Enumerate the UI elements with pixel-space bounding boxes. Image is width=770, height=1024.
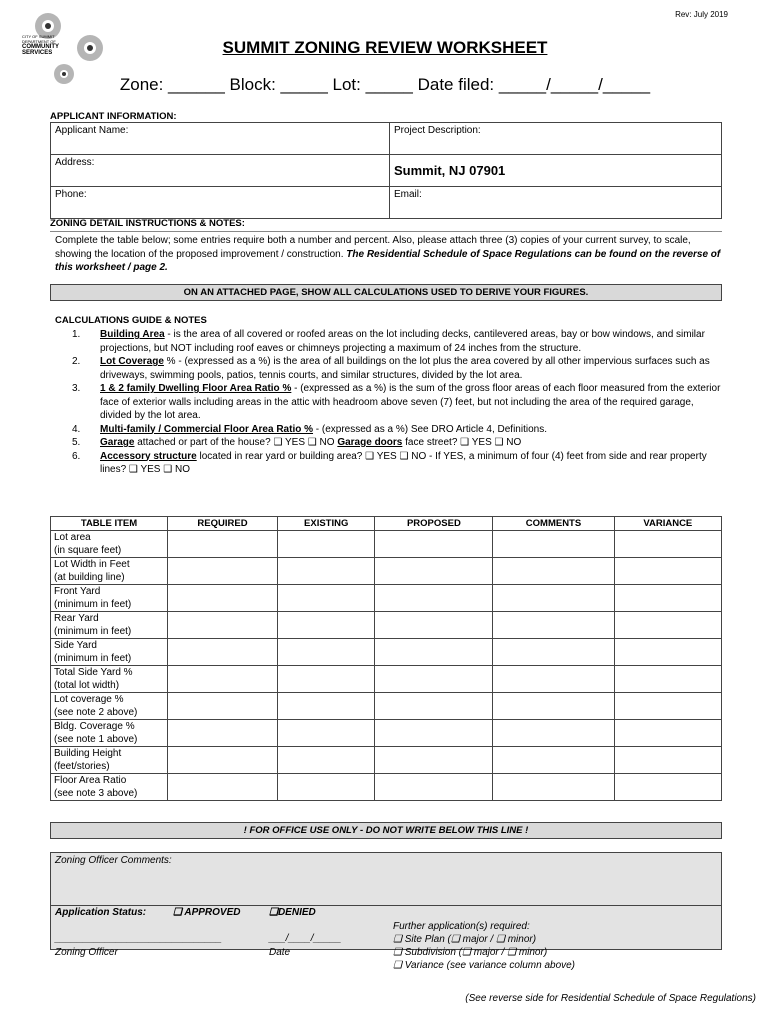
proposed-cell[interactable] [375, 639, 493, 666]
email-label: Email: [394, 189, 422, 200]
proposed-cell[interactable] [375, 693, 493, 720]
denied-label: ❑DENIED [269, 907, 316, 918]
required-cell[interactable] [168, 774, 278, 801]
variance-cell[interactable] [614, 747, 721, 774]
col-header-table-item: TABLE ITEM [51, 517, 168, 531]
table-item-note: (in square feet) [54, 545, 122, 556]
table-item-cell [51, 747, 168, 774]
table-row [51, 720, 722, 747]
variance-cell[interactable] [614, 774, 721, 801]
calc-note-text: % - (expressed as a %) is the area of all buildings on the lot plus the area covered by all other impervious surfaces such as driveways, swimming pools, patios, tennis courts, and similar structures, divided by the lot area. [100, 356, 710, 381]
instructions-divider [50, 231, 722, 232]
table-item-cell [51, 612, 168, 639]
existing-cell[interactable] [277, 666, 374, 693]
project-description-label: Project Description: [394, 125, 481, 136]
comments-cell[interactable] [493, 612, 614, 639]
col-header-variance: VARIANCE [614, 517, 721, 531]
logo-text-line-4: SERVICES [22, 50, 53, 56]
instructions-body: Complete the table below; some entries require both a number and percent. Also, please attach three (3) copies of your current survey, to scale, showing the location of the proposed improvement / construction. [55, 235, 691, 260]
applicant-table [50, 122, 722, 219]
table-item-cell [51, 639, 168, 666]
table-item-label: Side Yard [54, 640, 97, 651]
variance-cell[interactable] [614, 585, 721, 612]
office-use-banner: ! FOR OFFICE USE ONLY - DO NOT WRITE BELOW THIS LINE ! [50, 822, 722, 839]
office-date-label: Date [269, 947, 291, 958]
calc-note-4 [72, 423, 722, 437]
table-item-cell [51, 585, 168, 612]
calc-note-term: Multi-family / Commercial Floor Area Ratio % [100, 423, 314, 435]
calc-note-term: Lot Coverage [100, 356, 164, 367]
email-field[interactable] [390, 187, 722, 219]
instructions-emphasis: The Residential Schedule of Space Regulations can be found on the reverse of this worksheet / page 2. [55, 248, 721, 273]
table-item-cell [51, 774, 168, 801]
revision-date: Rev: July 2019 [675, 10, 728, 19]
approved-label: ❑ APPROVED [173, 907, 241, 918]
col-header-proposed: PROPOSED [375, 517, 493, 531]
table-item-label: Total Side Yard % [54, 667, 133, 678]
table-item-note: (see note 1 above) [54, 734, 138, 745]
approved-checkbox[interactable] [173, 907, 241, 918]
table-item-label: Lot area [54, 532, 91, 543]
comments-cell[interactable] [493, 720, 614, 747]
calc-note-term: 1 & 2 family Dwelling Floor Area Ratio % [100, 383, 292, 394]
table-item-label: Rear Yard [54, 613, 99, 624]
comments-cell[interactable] [493, 558, 614, 585]
table-row [51, 639, 722, 666]
table-row [51, 585, 722, 612]
calc-note-number: 3. [72, 383, 81, 394]
logo-text-line-1: CITY OF SUMMIT [22, 34, 55, 39]
proposed-cell[interactable] [375, 531, 493, 558]
calc-note-5-garage[interactable] [72, 436, 722, 450]
existing-cell[interactable] [277, 774, 374, 801]
calc-note-3 [72, 382, 722, 423]
officer-comments-box[interactable] [51, 853, 721, 906]
zoning-table-body [51, 531, 722, 801]
table-row [51, 666, 722, 693]
existing-cell[interactable] [277, 720, 374, 747]
table-item-note: (see note 2 above) [54, 707, 138, 718]
calc-guide-heading: CALCULATIONS GUIDE & NOTES [55, 315, 207, 326]
zone-block-lot-line[interactable]: Zone: ______ Block: _____ Lot: _____ Date filed: _____/_____/_____ [119, 75, 651, 94]
table-item-note: (see note 3 above) [54, 788, 138, 799]
calc-guide-list [72, 328, 722, 477]
table-item-cell [51, 720, 168, 747]
page-title: SUMMIT ZONING REVIEW WORKSHEET [222, 38, 548, 57]
table-item-note: (minimum in feet) [54, 626, 132, 637]
proposed-cell[interactable] [375, 774, 493, 801]
table-item-cell [51, 531, 168, 558]
calc-note-2 [72, 355, 722, 382]
calc-note-term: Accessory structure [100, 450, 197, 462]
office-use-section [50, 852, 722, 971]
garage-checkboxes[interactable]: attached or part of the house? ❑ YES ❑ NO [134, 437, 338, 448]
logo-text-line-2: DEPARTMENT OF [22, 39, 56, 44]
city-state-zip: Summit, NJ 07901 [390, 155, 722, 187]
col-header-comments: COMMENTS [493, 517, 614, 531]
subdivision-checkbox[interactable]: ❑ Subdivision (❑ major / ❑ minor) [393, 947, 548, 958]
table-item-note: (minimum in feet) [54, 653, 132, 664]
table-item-label: Floor Area Ratio [54, 775, 127, 786]
calc-note-term: Garage [100, 437, 135, 448]
required-cell[interactable] [168, 720, 278, 747]
comments-cell[interactable] [493, 531, 614, 558]
variance-cell[interactable] [614, 639, 721, 666]
address-field[interactable] [51, 155, 390, 187]
phone-label: Phone: [55, 189, 87, 200]
comments-cell[interactable] [493, 585, 614, 612]
required-cell[interactable] [168, 585, 278, 612]
variance-cell[interactable] [614, 693, 721, 720]
site-plan-checkbox[interactable]: ❑ Site Plan (❑ major / ❑ minor) [393, 934, 537, 945]
existing-cell[interactable] [277, 612, 374, 639]
calc-note-number: 5. [72, 437, 81, 448]
project-description-field[interactable] [390, 123, 722, 155]
calc-note-number: 4. [72, 423, 81, 435]
denied-checkbox[interactable] [269, 907, 316, 918]
further-application-label: Further application(s) required: [393, 921, 530, 932]
accessory-checkboxes[interactable]: located in rear yard or building area? ❑ YES ❑ NO - If YES, a minimum of four (4) feet from side and rear property lines? ❑ YES ❑ NO [100, 450, 707, 475]
applicant-name-field[interactable] [51, 123, 390, 155]
calc-note-term: Building Area [100, 329, 165, 340]
required-cell[interactable] [168, 612, 278, 639]
calculations-banner: ON AN ATTACHED PAGE, SHOW ALL CALCULATIONS USED TO DERIVE YOUR FIGURES. [50, 284, 722, 301]
variance-cell[interactable] [614, 720, 721, 747]
table-row [51, 774, 722, 801]
table-item-note: (total lot width) [54, 680, 120, 691]
existing-cell[interactable] [277, 747, 374, 774]
calc-note-number: 1. [72, 329, 81, 340]
garage-doors-checkboxes[interactable]: face street? ❑ YES ❑ NO [402, 437, 522, 448]
proposed-cell[interactable] [375, 558, 493, 585]
calc-note-term: Garage doors [337, 437, 403, 448]
officer-signature-line[interactable]: ______________________________ [55, 933, 222, 944]
proposed-cell[interactable] [375, 612, 493, 639]
table-item-label: Lot Width in Feet [54, 559, 130, 570]
table-row [51, 612, 722, 639]
existing-cell[interactable] [277, 639, 374, 666]
table-row [51, 531, 722, 558]
required-cell[interactable] [168, 558, 278, 585]
required-cell[interactable] [168, 531, 278, 558]
zoning-table [50, 516, 722, 801]
col-header-required: REQUIRED [168, 517, 278, 531]
required-cell[interactable] [168, 666, 278, 693]
required-cell[interactable] [168, 693, 278, 720]
instructions-text [55, 234, 725, 275]
applicant-name-label: Applicant Name: [55, 125, 129, 136]
application-status-label [55, 907, 146, 918]
required-cell[interactable] [168, 639, 278, 666]
proposed-cell[interactable] [375, 666, 493, 693]
office-date-line[interactable]: ___/____/_____ [269, 933, 342, 944]
proposed-cell[interactable] [375, 720, 493, 747]
applicant-heading: APPLICANT INFORMATION: [50, 111, 177, 122]
officer-comments-label: Zoning Officer Comments: [55, 855, 172, 866]
zoning-officer-label: Zoning Officer [55, 947, 118, 958]
variance-checkbox[interactable]: ❑ Variance (see variance column above) [393, 960, 576, 971]
table-item-cell [51, 666, 168, 693]
calc-note-6-accessory[interactable] [72, 450, 722, 477]
table-item-label: Front Yard [54, 586, 101, 597]
instructions-heading: ZONING DETAIL INSTRUCTIONS & NOTES: [50, 218, 245, 229]
comments-cell[interactable] [493, 639, 614, 666]
col-header-existing: EXISTING [277, 517, 374, 531]
proposed-cell[interactable] [375, 747, 493, 774]
calc-note-1 [72, 328, 722, 355]
comments-cell[interactable] [493, 747, 614, 774]
calc-note-number: 6. [72, 450, 81, 462]
calc-note-text: - (expressed as a %) See DRO Article 4, Definitions. [313, 423, 547, 435]
existing-cell[interactable] [277, 558, 374, 585]
logo-text-line-3: COMMUNITY [22, 44, 59, 50]
calc-note-text: - (expressed as a %) is the sum of the gross floor areas of each floor measured from the exterior face of exterior walls including areas in the attic with headroom above seven (7) feet, but not including the area of the required garage, divided by the lot area. [100, 383, 721, 421]
calc-note-number: 2. [72, 356, 81, 367]
variance-cell[interactable] [614, 531, 721, 558]
table-item-label: Lot coverage % [54, 694, 124, 705]
comments-cell[interactable] [493, 693, 614, 720]
address-label: Address: [55, 157, 95, 168]
phone-field[interactable] [51, 187, 390, 219]
variance-cell[interactable] [614, 666, 721, 693]
comments-cell[interactable] [493, 774, 614, 801]
table-item-label: Building Height [54, 748, 122, 759]
table-row [51, 558, 722, 585]
table-row [51, 747, 722, 774]
table-item-label: Bldg. Coverage % [54, 721, 135, 732]
table-item-note: (at building line) [54, 572, 125, 583]
table-row [51, 693, 722, 720]
variance-cell[interactable] [614, 612, 721, 639]
reverse-side-note: (See reverse side for Residential Schedule of Space Regulations) [465, 993, 756, 1004]
existing-cell[interactable] [277, 693, 374, 720]
required-cell[interactable] [168, 747, 278, 774]
table-item-cell [51, 558, 168, 585]
calc-note-text: - is the area of all covered or roofed areas on the lot including decks, cantilevered areas, bay or bow windows, and similar projections, but NOT including roof eaves or chimneys projecting a maximum of 24 inches from the structure. [100, 329, 705, 354]
table-item-cell [51, 693, 168, 720]
variance-cell[interactable] [614, 558, 721, 585]
existing-cell[interactable] [277, 531, 374, 558]
table-item-note: (minimum in feet) [54, 599, 132, 610]
table-item-note: (feet/stories) [54, 761, 110, 772]
existing-cell[interactable] [277, 585, 374, 612]
status-label: Application Status: [55, 907, 147, 918]
comments-cell[interactable] [493, 666, 614, 693]
proposed-cell[interactable] [375, 585, 493, 612]
